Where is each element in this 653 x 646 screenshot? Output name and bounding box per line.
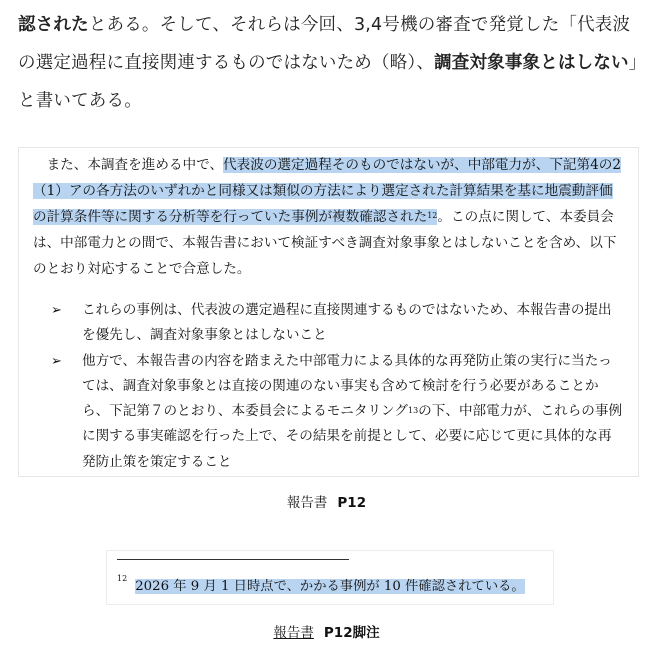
footnote-caption-link[interactable]: 報告書 [273, 625, 314, 641]
bullet-2-text-b: の下、中部電力が、これらの事例に関する事実確認を行った上で、その結果を前提として、必要に応じて更に具体的な再発防止策を策定すること [82, 403, 623, 470]
footnote-ref-13[interactable]: 13 [407, 406, 419, 416]
bullet-item-1 [33, 298, 625, 349]
quote-rest: 。この点に関して、本委員会は、中部電力との間で、本報告書において検証すべき調査対象事象とはしないことを含め、以下のとおり対応することで合意した。 [33, 209, 617, 277]
footnote-divider [117, 559, 349, 560]
footnote-number: 12 [117, 574, 128, 583]
arrow-bullet-icon: ➢ [51, 303, 62, 318]
bullet-2-text-a: 他方で、本報告書の内容を踏まえた中部電力による具体的な再発防止策の実行に当たっては、調査対象事象とは直接の関連のない事実も含めて検討を行う必要があることから、下記第７のとおり、本委員会によるモニタリング [82, 352, 612, 420]
bullet-item-2 [33, 349, 625, 475]
quote-paragraph [33, 152, 625, 282]
footnote-highlighted-text: 2026 年 9 月 1 日時点で、かかる事例が 10 件確認されている。 [135, 579, 525, 594]
report-quote-box [18, 147, 639, 477]
caption-label: 報告書 [286, 495, 328, 511]
footnote-text-line [117, 575, 525, 594]
intro-paragraph [18, 6, 643, 120]
footnote-caption-page: P12脚注 [323, 625, 380, 641]
intro-text-1: とある。そして、それらは今回、3,4号機の審査で発覚した「代表波の選定過程に直接関連するものではないため（略）、 [18, 15, 631, 73]
footnote-caption [0, 621, 653, 641]
intro-text-end: 」と書いてある。 [18, 53, 638, 111]
arrow-bullet-icon: ➢ [51, 353, 62, 369]
quote-highlight-text: 代表波の選定過程そのものではないが、中部電力が、下記第4の2（1）アの各方法のいずれかと同様又は類似の方法により選定された計算結果を基に地震動評価の計算条件等に関する分析等を行っていた事例が複数確認された [33, 157, 621, 225]
footnote-box [106, 550, 554, 605]
caption-page: P12 [337, 495, 367, 511]
report-caption [0, 491, 653, 511]
bullet-1-text: これらの事例は、代表波の選定過程に直接関連するものではないため、本報告書の提出を優先し、調査対象事象とはしないこと [82, 302, 612, 344]
intro-bold-2: 調査対象事象とはしない [434, 53, 629, 73]
quote-bullet-list [33, 298, 625, 475]
footnote-ref-12[interactable]: 12 [427, 211, 438, 220]
intro-bold-1: 認された [18, 15, 89, 35]
quote-lead: また、本調査を進める中で、 [33, 157, 224, 173]
